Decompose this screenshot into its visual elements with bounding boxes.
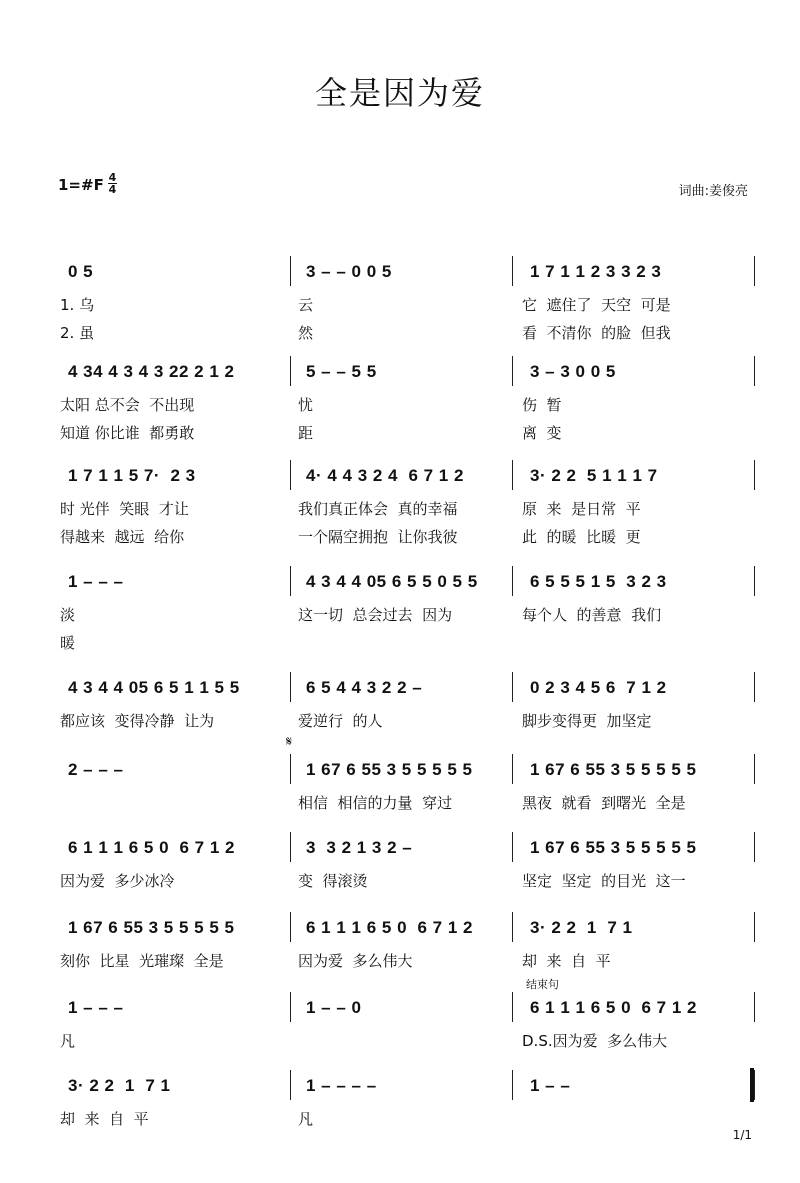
- barline: [754, 992, 755, 1022]
- lyric-text: 脚步变得更 加坚定: [522, 712, 652, 730]
- lyric-text: 却 来 自 平: [522, 952, 611, 970]
- barline: [512, 566, 513, 596]
- barline: [512, 256, 513, 286]
- barline: [512, 912, 513, 942]
- measure-notes: 1 – – –: [68, 572, 124, 591]
- time-signature: [108, 172, 117, 195]
- song-title: 全是因为爱: [314, 74, 485, 112]
- barline: [754, 1070, 755, 1100]
- measure-notes: 3 3 2 1 3 2 –: [306, 838, 413, 857]
- barline: [512, 672, 513, 702]
- lyric-text: 我们真正体会 真的幸福: [298, 500, 458, 518]
- barline: [754, 256, 755, 286]
- lyric-text: 凡: [298, 1110, 314, 1128]
- measure-notes: 1 – –: [530, 1076, 571, 1095]
- meter-numerator: 4: [108, 171, 117, 184]
- segno-sign: 𝄋: [286, 734, 293, 750]
- measure-notes: 3 – 3 0 0 5: [530, 362, 616, 381]
- barline: [754, 460, 755, 490]
- lyric-text: 每个人 的善意 我们: [522, 606, 662, 624]
- barline: [754, 912, 755, 942]
- barline: [290, 832, 291, 862]
- measure-notes: 4· 4 4 3 2 4 6 7 1 2: [306, 466, 464, 485]
- measure-notes: 1 – – –: [68, 998, 124, 1017]
- measure-notes: 1 67 6 55 3 5 5 5 5 5: [530, 760, 697, 779]
- measure-notes: 6 1 1 1 6 5 0 6 7 1 2: [530, 998, 697, 1017]
- measure-notes: 3· 2 2 5 1 1 1 7: [530, 466, 658, 485]
- measure-notes: 4 3 4 4 05 6 5 5 0 5 5: [306, 572, 478, 591]
- final-barline: [750, 1068, 754, 1102]
- measure-notes: 2 – – –: [68, 760, 124, 779]
- lyric-text: 因为爱 多少冰冷: [60, 872, 175, 890]
- lyric-text: 原 来 是日常 平: [522, 500, 641, 518]
- barline: [290, 460, 291, 490]
- measure-notes: 3 – – 0 0 5: [306, 262, 392, 281]
- lyric-text: 淡: [60, 606, 76, 624]
- lyric-text: 相信 相信的力量 穿过: [298, 794, 453, 812]
- meter-denominator: 4: [108, 183, 117, 196]
- barline: [290, 992, 291, 1022]
- measure-notes: 1 67 6 55 3 5 5 5 5 5: [68, 918, 235, 937]
- lyric-text: 1. 乌: [60, 296, 95, 314]
- barline: [290, 754, 291, 784]
- page-number: 1/1: [732, 1128, 752, 1142]
- measure-notes: 0 2 3 4 5 6 7 1 2: [530, 678, 667, 697]
- lyric-text: 此 的暖 比暖 更: [522, 528, 641, 546]
- lyric-text: 凡: [60, 1032, 76, 1050]
- lyric-text: 太阳 总不会 不出现: [60, 396, 195, 414]
- lyric-text: 刻你 比星 光璀璨 全是: [60, 952, 224, 970]
- measure-notes: 1 – – – –: [306, 1076, 377, 1095]
- measure-notes: 6 5 5 5 1 5 3 2 3: [530, 572, 667, 591]
- key-signature: 1=#F: [58, 176, 104, 194]
- measure-notes: 5 – – 5 5: [306, 362, 377, 381]
- lyric-text: 然: [298, 324, 314, 342]
- lyric-text: 却 来 自 平: [60, 1110, 149, 1128]
- measure-notes: 6 5 4 4 3 2 2 –: [306, 678, 423, 697]
- lyric-text: 这一切 总会过去 因为: [298, 606, 453, 624]
- barline: [290, 356, 291, 386]
- lyric-text: 得越来 越远 给你: [60, 528, 185, 546]
- barline: [754, 566, 755, 596]
- lyric-text: D.S.因为爱 多么伟大: [522, 1032, 668, 1050]
- lyric-text: 一个隔空拥抱 让你我彼: [298, 528, 458, 546]
- barline: [512, 356, 513, 386]
- lyric-text: 爱逆行 的人: [298, 712, 383, 730]
- barline: [512, 992, 513, 1022]
- measure-notes: 1 7 1 1 2 3 3 2 3: [530, 262, 662, 281]
- lyric-text: 它 遮住了 天空 可是: [522, 296, 671, 314]
- lyric-text: 变 得滚烫: [298, 872, 368, 890]
- measure-notes: 1 – – 0: [306, 998, 362, 1017]
- measure-notes: 4 3 4 4 05 6 5 1 1 5 5: [68, 678, 240, 697]
- lyric-text: 坚定 坚定 的目光 这一: [522, 872, 686, 890]
- measure-notes: 6 1 1 1 6 5 0 6 7 1 2: [68, 838, 235, 857]
- measure-notes: 4 34 4 3 4 3 22 2 1 2: [68, 362, 235, 381]
- barline: [512, 1070, 513, 1100]
- barline: [512, 832, 513, 862]
- ending-label: 结束句: [526, 978, 559, 991]
- barline: [754, 356, 755, 386]
- barline: [290, 672, 291, 702]
- lyric-text: 忧: [298, 396, 314, 414]
- measure-notes: 1 67 6 55 3 5 5 5 5 5: [530, 838, 697, 857]
- lyric-text: 时 光伴 笑眼 才让: [60, 500, 189, 518]
- lyric-text: 距: [298, 424, 314, 442]
- lyric-text: 伤 暂: [522, 396, 562, 414]
- barline: [290, 256, 291, 286]
- barline: [512, 460, 513, 490]
- measure-notes: 3· 2 2 1 7 1: [530, 918, 633, 937]
- barline: [512, 754, 513, 784]
- measure-notes: 3· 2 2 1 7 1: [68, 1076, 171, 1095]
- barline: [754, 754, 755, 784]
- measure-notes: 1 7 1 1 5 7· 2 3: [68, 466, 196, 485]
- measure-notes: 0 5: [68, 262, 94, 281]
- lyric-text: 看 不清你 的脸 但我: [522, 324, 671, 342]
- composer-credit: 词曲:姜俊亮: [678, 184, 748, 199]
- barline: [290, 566, 291, 596]
- measure-notes: 6 1 1 1 6 5 0 6 7 1 2: [306, 918, 473, 937]
- barline: [290, 1070, 291, 1100]
- lyric-text: 因为爱 多么伟大: [298, 952, 413, 970]
- lyric-text: 都应该 变得冷静 让为: [60, 712, 215, 730]
- lyric-text: 知道 你比谁 都勇敢: [60, 424, 195, 442]
- barline: [754, 672, 755, 702]
- lyric-text: 暖: [60, 634, 76, 652]
- barline: [754, 832, 755, 862]
- measure-notes: 1 67 6 55 3 5 5 5 5 5: [306, 760, 473, 779]
- barline: [290, 912, 291, 942]
- lyric-text: 黑夜 就看 到曙光 全是: [522, 794, 686, 812]
- lyric-text: 云: [298, 296, 314, 314]
- lyric-text: 离 变: [522, 424, 562, 442]
- lyric-text: 2. 虽: [60, 324, 95, 342]
